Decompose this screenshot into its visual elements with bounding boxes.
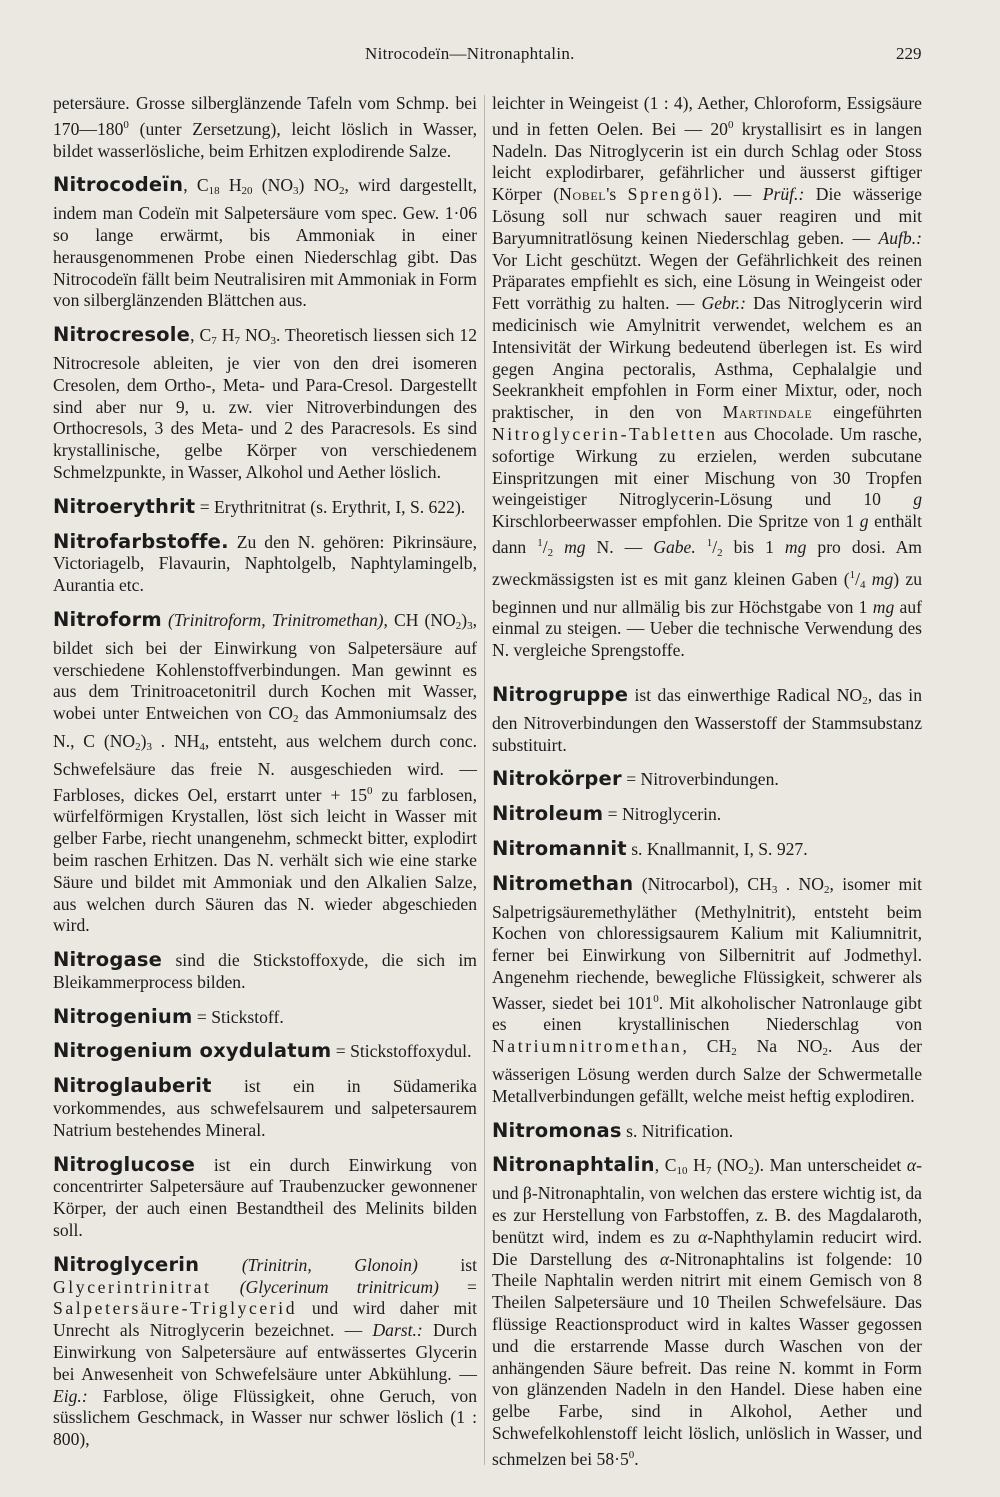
entry-headword: Nitrogruppe: [492, 682, 629, 706]
entry-text: = Stickstoff.: [192, 1006, 284, 1027]
page-header: [0, 44, 1000, 68]
dictionary-entry: [492, 768, 922, 791]
entry-text: ). Man unterscheidet: [753, 1155, 907, 1176]
entry-headword: Nitromethan: [492, 871, 634, 895]
subscript: 3: [467, 619, 473, 632]
italic-text: g: [913, 489, 922, 510]
entry-text: , C: [190, 325, 212, 346]
entry-text: krystallisirt es in langen Nadeln. Das Nitroglycerin ist ein durch Schlag oder Stoss leicht explodirbarer, gefährlicher und äusserst giftiger Körper (: [492, 118, 922, 205]
dictionary-entry: [492, 873, 922, 1108]
entry-text: , isomer mit Salpetrigsäuremethyläther (Methylnitrit), entsteht beim Kochen von chloressigsaurem Kalium mit Kaliumnitrit, ferner bei Einwirkung von Silbernitrit auf Jodmethyl. Angenehm riechende, bewegliche Flüssigkeit, schwerer als Wasser, siedet bei 101: [492, 873, 923, 1013]
left-column: [53, 93, 477, 1451]
entry-text: /: [855, 568, 860, 589]
entry-text: ) NO: [298, 175, 340, 196]
entry-text: NO: [239, 325, 271, 346]
entry-text: . Aus der wässerigen Lösung werden durch Salze der Schwermetalle Metallverbindungen gefällt, welche meist heftig explodiren.: [492, 1036, 922, 1106]
entry-text: ist: [417, 1254, 478, 1275]
italic-text: Aufb.:: [878, 227, 922, 248]
italic-text: mg: [564, 536, 586, 557]
entry-text: (Nitrocarbol), CH: [633, 873, 772, 894]
dictionary-entry: [53, 93, 477, 162]
entry-text: =: [438, 1276, 477, 1297]
entry-text: . Mit alkoholischer Natronlauge gibt es einen krystallinischen Niederschlag von: [492, 992, 922, 1035]
entry-headword: Nitrocodeïn: [53, 173, 184, 197]
entry-headword: Nitroglycerin: [53, 1252, 200, 1276]
dictionary-entry: [492, 838, 922, 861]
entry-text: Durch Einwirkung von Salpetersäure auf entwässertes Glycerin bei Anwesenheit von Schwefelsäure unter Abkühlung. —: [53, 1320, 477, 1384]
entry-headword: Nitrogase: [53, 948, 163, 972]
italic-text: g: [859, 511, 869, 532]
column-divider: [484, 95, 485, 1465]
entry-text: [553, 537, 564, 557]
entry-text: sind die Stickstoffoxyde, die sich im Bleikammerprocess bilden.: [53, 950, 477, 992]
entry-headword: Nitrogenium oxydulatum: [53, 1039, 332, 1063]
entry-text: 's: [606, 184, 628, 205]
entry-headword: Nitroerythrit: [53, 494, 196, 518]
subscript: 3: [293, 185, 299, 198]
entry-text: = Nitroglycerin.: [603, 804, 722, 825]
entry-text: . Theoretisch liessen sich 12 Nitrocresole ableiten, je vier von den drei isomeren Cresolen, dem Ortho-, Meta- und Para-Cresol. Dargestellt sind aber nur 9, u. zw. vier Nitroverbindungen des Orthocresols, 3 des Meta- und 2 des Paracresols. Es sind krystallinische, gelbe Körper von verschiedenem Schmelzpunkte, in Wasser, Alkohol und Aether löslich.: [53, 325, 478, 482]
entry-text: , CH (NO: [383, 609, 456, 630]
entry-text: /: [542, 536, 548, 557]
dictionary-entry: [53, 1006, 477, 1029]
dictionary-entry: [53, 609, 477, 937]
entry-text: petersäure. Grosse silberglänzende Tafeln vom Schmp. bei 170—180: [53, 93, 477, 139]
entry-headword: Nitroform: [53, 607, 162, 631]
subscript: 7: [234, 335, 240, 348]
entry-text: Die wässerige Lösung soll nur schwach sauer reagiren und mit Baryumnitratlösung keinen Niederschlag geben. —: [492, 184, 922, 248]
superscript: 0: [653, 992, 659, 1005]
italic-text: α: [697, 1226, 708, 1247]
dictionary-entry: [53, 1154, 477, 1242]
dictionary-entry: [53, 324, 477, 484]
italic-text: mg: [871, 568, 894, 589]
subscript: 2: [135, 740, 141, 753]
entry-text: das Ammoniumsalz des N., C (NO: [53, 703, 477, 751]
entry-text: N. —: [585, 536, 654, 557]
entry-text: , entsteht, aus welchem durch conc. Schwefelsäure das freie N. ausgeschieden wird. — Farbloses, dickes Oel, erstarrt unter + 15: [53, 730, 477, 805]
subscript: 2: [547, 546, 554, 559]
entry-text: /: [712, 536, 718, 557]
subscript: 10: [676, 1165, 688, 1178]
entry-text: [199, 1255, 242, 1275]
subscript: 3: [146, 740, 152, 753]
dictionary-entry: [53, 496, 477, 519]
subscript: 2: [822, 1046, 828, 1059]
dictionary-entry: [492, 684, 922, 756]
subscript: 7: [211, 335, 217, 348]
subscript: 4: [859, 578, 866, 591]
subscript: 2: [748, 1165, 754, 1178]
page-number: 229: [896, 44, 922, 63]
superscript: 0: [123, 118, 129, 131]
entry-text: H: [687, 1155, 706, 1176]
entry-text: = Erythritnitrat (s. Erythrit, I, S. 622).: [195, 496, 466, 517]
italic-text: (Trinitrin, Glonoin): [241, 1254, 418, 1275]
entry-text: pro dosi. Am zweckmässigsten ist es mit ganz kleinen Gaben (: [492, 536, 922, 589]
entry-text: ist das einwerthige Radical NO: [628, 684, 863, 705]
entry-text: [212, 1277, 240, 1297]
entry-text: s. Nitrification.: [621, 1120, 734, 1141]
entry-text: , C: [654, 1155, 677, 1176]
superscript: 0: [367, 784, 373, 797]
subscript: 3: [270, 335, 276, 348]
spaced-term: Salpetersäure-Triglycerid: [53, 1298, 298, 1319]
running-title: Nitrocodeïn—Nitronaphtalin.: [365, 44, 575, 63]
small-caps-name: Martindale: [722, 402, 813, 423]
entry-headword: Nitronaphtalin: [492, 1153, 655, 1177]
italic-text: (Trinitroform, Trinitromethan): [168, 609, 384, 630]
subscript: 2: [292, 713, 299, 726]
entry-text: - und β-Nitronaphtalin, von welchen das erstere wichtig ist, da es zur Herstellung von Farbstoffen, z. B. des Magdalaroth, benützt wird, indem es zu: [492, 1155, 922, 1247]
superscript: 1: [706, 536, 713, 549]
italic-text: (Glycerinum trinitricum): [239, 1276, 439, 1297]
right-column: [492, 93, 922, 1471]
entry-text: ist ein durch Einwirkung von concentrirter Salpetersäure auf Traubenzucker gewonnener Körper, der auch einen Bestandtheil des Melinits bilden soll.: [53, 1154, 477, 1241]
entry-text: Zu den N. gehören: Pikrinsäure, Victoriagelb, Flavaurin, Naphtolgelb, Naphtylamingelb, Aurantia etc.: [53, 531, 477, 596]
entry-text: ): [140, 730, 147, 751]
entry-text: Farblose, ölige Flüssigkeit, ohne Geruch, von süsslichem Geschmack, in Wasser nur schwer löslich (1 : 800),: [53, 1385, 477, 1450]
spaced-term: Nitroglycerin-Tabletten: [492, 423, 718, 444]
entry-text: H: [219, 175, 242, 196]
entry-headword: Nitromannit: [492, 836, 627, 860]
entry-text: ) zu beginnen und nur allmälig bis zur Höchstgabe von 1: [492, 568, 922, 617]
dictionary-entry: [492, 803, 922, 826]
dictionary-entry: [492, 1154, 922, 1470]
superscript: 1: [849, 568, 856, 581]
entry-headword: Nitromonas: [492, 1118, 622, 1142]
small-caps-name: Nobel: [559, 184, 607, 205]
dictionary-entry: [492, 93, 922, 662]
dictionary-entry: [492, 1120, 922, 1143]
subscript: 3: [771, 883, 778, 896]
dictionary-entry: [53, 531, 477, 597]
entry-headword: Nitroleum: [492, 802, 604, 826]
entry-text: auf einmal zu steigen. — Ueber die technische Verwendung des N. vergleiche Sprengstoffe.: [492, 596, 922, 661]
entry-text: enthält dann: [492, 511, 922, 557]
italic-text: Gabe.: [653, 536, 696, 557]
italic-text: Darst.:: [372, 1320, 423, 1341]
entry-text: . NH: [151, 730, 200, 751]
entry-headword: Nitroglauberit: [53, 1074, 212, 1098]
entry-text: = Stickstoffoxydul.: [331, 1041, 472, 1062]
entry-text: bis 1: [722, 536, 785, 557]
entry-text: Vor Licht geschützt. Wegen der Gefährlichkeit des reinen Präparates empfiehlt es sich, eine Lösung in Weingeist oder Fett vorräthig zu halten. —: [492, 249, 922, 314]
spaced-term: Glycerintrinitrat: [53, 1276, 212, 1297]
entry-headword: Nitrocresole: [53, 323, 191, 347]
italic-text: mg: [784, 536, 807, 557]
subscript: 20: [241, 185, 253, 198]
entry-text: zu farblosen, würfelförmigen Krystallen, löst sich leicht in Wasser mit gelber Farbe, riecht unangenehm, schmeckt bitter, explodirt beim raschen Erhitzen. Das N. verhält sich wie eine starke Säure und bildet mit Ammoniak und den Alkalien Salze, aus welchen durch Säuren das N. wieder abgeschieden wird.: [53, 784, 477, 936]
subscript: 2: [731, 1046, 737, 1059]
entry-headword: Nitrofarbstoffe.: [53, 529, 229, 553]
entry-headword: Nitrogenium: [53, 1004, 193, 1028]
entry-text: leichter in Weingeist (1 : 4), Aether, Chloroform, Essigsäure und in fetten Oelen. Bei — 20: [492, 93, 922, 139]
entry-text: Na NO: [736, 1036, 823, 1057]
italic-text: mg: [872, 596, 895, 617]
subscript: 2: [862, 694, 868, 707]
superscript: 0: [727, 118, 734, 131]
entry-text: ): [461, 609, 468, 630]
italic-text: α: [659, 1248, 670, 1269]
entry-text: Kirschlorbeerwasser empfohlen. Die Spritze von 1: [492, 511, 860, 532]
entry-text: ). —: [712, 184, 763, 205]
subscript: 2: [339, 185, 345, 198]
entry-text: = Nitroverbindungen.: [621, 769, 779, 790]
entry-text: -Nitronaphtalins ist folgende: 10 Theile Naphtalin werden nitrirt mit einem Gemisch von 8 Theilen Salpetersäure und 10 Theilen Schwefelsäure. Das flüssige Reactionsproduct wird in kaltes Wasser gegossen und die erstarrende Masse durch Waschen von der anhängenden Säure befreit. Das reine N. kommt in Form von glänzenden Nadeln in den Handel. Diese haben eine gelbe Farbe, sind in Alkohol, Aether und Schwefelkohlenstoff leicht löslich, unlöslich in Wasser, und schmelzen bei 58·5: [492, 1248, 922, 1469]
italic-text: Eig.:: [53, 1385, 88, 1406]
subscript: 2: [717, 546, 723, 559]
italic-text: Prüf.:: [762, 184, 805, 205]
subscript: 2: [823, 883, 830, 896]
entry-text: (NO: [252, 175, 294, 196]
dictionary-entry: [53, 174, 477, 312]
entry-text: .: [634, 1448, 639, 1469]
entry-text: aus Chocolade. Um rasche, sofortige Wirkung zu erzielen, werden subcutane Einspritzungen mit einer Mischung von 30 Tropfen weingeistiger Nitroglycerin-Lösung und 10: [492, 423, 922, 510]
entry-text: eingeführten: [812, 402, 922, 423]
subscript: 4: [199, 740, 205, 753]
entry-text: , wird dargestellt, indem man Codeïn mit Salpetersäure vom spec. Gew. 1·06 so lange erwärmt, bis Ammoniak in einer herausgenommenen Probe einen Niederschlag gibt. Das Nitrocodeïn fällt beim Neutralisiren mit Ammoniak in Form von silberglänzenden Blättchen aus.: [53, 175, 477, 311]
dictionary-entry: [53, 949, 477, 994]
entry-headword: Nitroglucose: [53, 1152, 196, 1176]
entry-text: . NO: [777, 873, 824, 894]
subscript: 2: [455, 619, 462, 632]
dictionary-entry: [53, 1254, 477, 1451]
entry-text: , CH: [682, 1036, 732, 1057]
entry-text: , bildet sich bei der Einwirkung von Salpetersäure auf verschiedene Kohlenstoffverbindungen. Man gewinnt es aus dem Trinitroacetonitril durch Kochen mit Wasser, wobei unter Entweichen von CO: [53, 609, 478, 724]
italic-text: α: [906, 1155, 917, 1176]
superscript: 0: [628, 1448, 635, 1461]
entry-text: , C: [183, 175, 209, 196]
dictionary-entry: [53, 1075, 477, 1141]
superscript: 1: [537, 536, 543, 549]
spaced-term: Sprengöl: [627, 184, 712, 205]
dictionary-entry: [53, 1040, 477, 1063]
subscript: 18: [208, 185, 220, 198]
entry-text: , das in den Nitroverbindungen den Wasserstoff der Stammsubstanz substituirt.: [492, 684, 922, 755]
entry-text: (NO: [711, 1155, 749, 1176]
italic-text: Gebr.:: [701, 293, 746, 314]
entry-text: Das Nitroglycerin wird medicinisch wie Amylnitrit verwendet, welchem es an Intensivität der Wirkung bedeutend überlegen ist. Es wird gegen Angina pectoralis, Asthma, Cephalalgie und Seekrankheit empfohlen in Form einer Mixtur, oder, noch praktischer, in den von: [492, 293, 922, 423]
entry-text: und wird daher mit Unrecht als Nitroglycerin bezeichnet. —: [53, 1298, 477, 1341]
entry-text: [696, 537, 707, 557]
spaced-term: Natriumnitromethan: [492, 1036, 683, 1057]
entry-text: -Naphthylamin reducirt wird. Die Darstellung des: [492, 1226, 922, 1269]
entry-text: s. Knallmannit, I, S. 927.: [626, 838, 808, 859]
subscript: 7: [705, 1165, 712, 1178]
entry-text: H: [216, 325, 235, 346]
entry-headword: Nitrokörper: [492, 767, 622, 791]
entry-text: (unter Zersetzung), leicht löslich in Wasser, bildet wasserlösliche, beim Erhitzen explodirende Salze.: [53, 118, 477, 161]
entry-text: ist ein in Südamerika vorkommendes, aus schwefelsaurem und salpetersaurem Natrium bestehendes Mineral.: [53, 1076, 477, 1140]
